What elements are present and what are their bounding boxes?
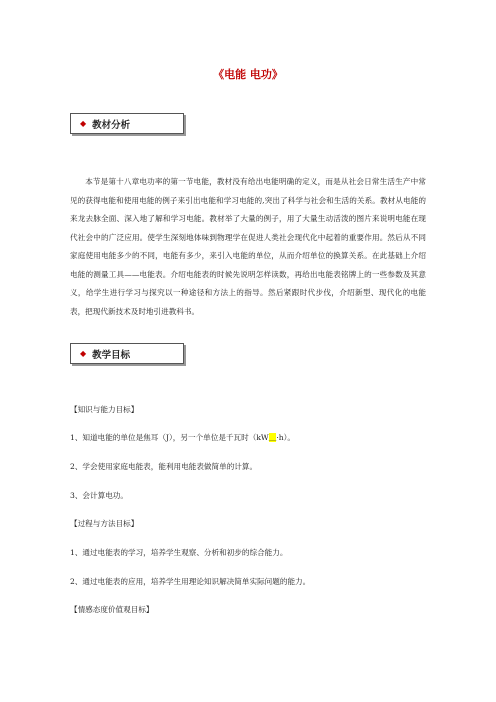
- knowledge-goals-heading: 【知识与能力目标】: [70, 405, 139, 414]
- page-title: 《电能 电功》: [213, 68, 283, 81]
- process-goals-heading: 【过程与方法目标】: [70, 519, 139, 528]
- section-heading-label: 教材分析: [92, 119, 131, 131]
- diamond-bullet-icon: ◆: [80, 349, 87, 358]
- section-heading-analysis: [70, 113, 184, 134]
- diamond-bullet-icon: ◆: [80, 119, 87, 128]
- emotion-goals-heading: 【情感态度价值观目标】: [70, 605, 154, 614]
- highlight-mark: ＿: [268, 433, 277, 442]
- process-goal-1: 1、通过电能表的学习，培养学生观察、分析和初步的综合能力。: [70, 548, 288, 557]
- section-heading-label: 教学目标: [92, 349, 131, 361]
- analysis-paragraph: 本节是第十八章电功率的第一节电能，教材没有给出电能明确的定义，而是从社会日常生活生产中常见的获得电能和使用电能的例子来引出电能和学习电能的,突出了科学与社会和生活的关系。教材从电能的来龙去脉全面、深入地了解和学习电能。教材举了大量的例子，用了大量生动活泼的图片来说明电能在现代社会中的广泛应用。使学生深刻地体味到物理学在促进人类社会现代化中起着的重要作用。然后从不同家庭使用电能多少的不同，电能有多少，来引入电能的单位，从而介绍单位的换算关系。在此基础上介绍电能的测量工具——电能表。介绍电能表的时候先说明怎样读数，再给出电能表铭牌上的一些参数及其意义，给学生进行学习与探究以一种途径和方法上的指导。然后紧跟时代步伐，介绍新型、现代化的电能表，把现代新技术及时地引进教科书。: [70, 177, 426, 316]
- knowledge-goal-1-text: 1、知道电能的单位是焦耳（J），另一个单位是千瓦时（kW: [70, 433, 269, 442]
- process-goal-2: 2、通过电能表的应用，培养学生用理论知识解决简单实际问题的能力。: [70, 577, 311, 586]
- knowledge-goal-3: 3、会计算电功。: [70, 491, 128, 500]
- knowledge-goal-1-suffix: ·h）。: [276, 433, 296, 442]
- knowledge-goal-1: [70, 432, 430, 444]
- section-heading-goals: [70, 343, 184, 364]
- knowledge-goal-2: 2、学会使用家庭电能表，能利用电能表做简单的计算。: [70, 462, 258, 471]
